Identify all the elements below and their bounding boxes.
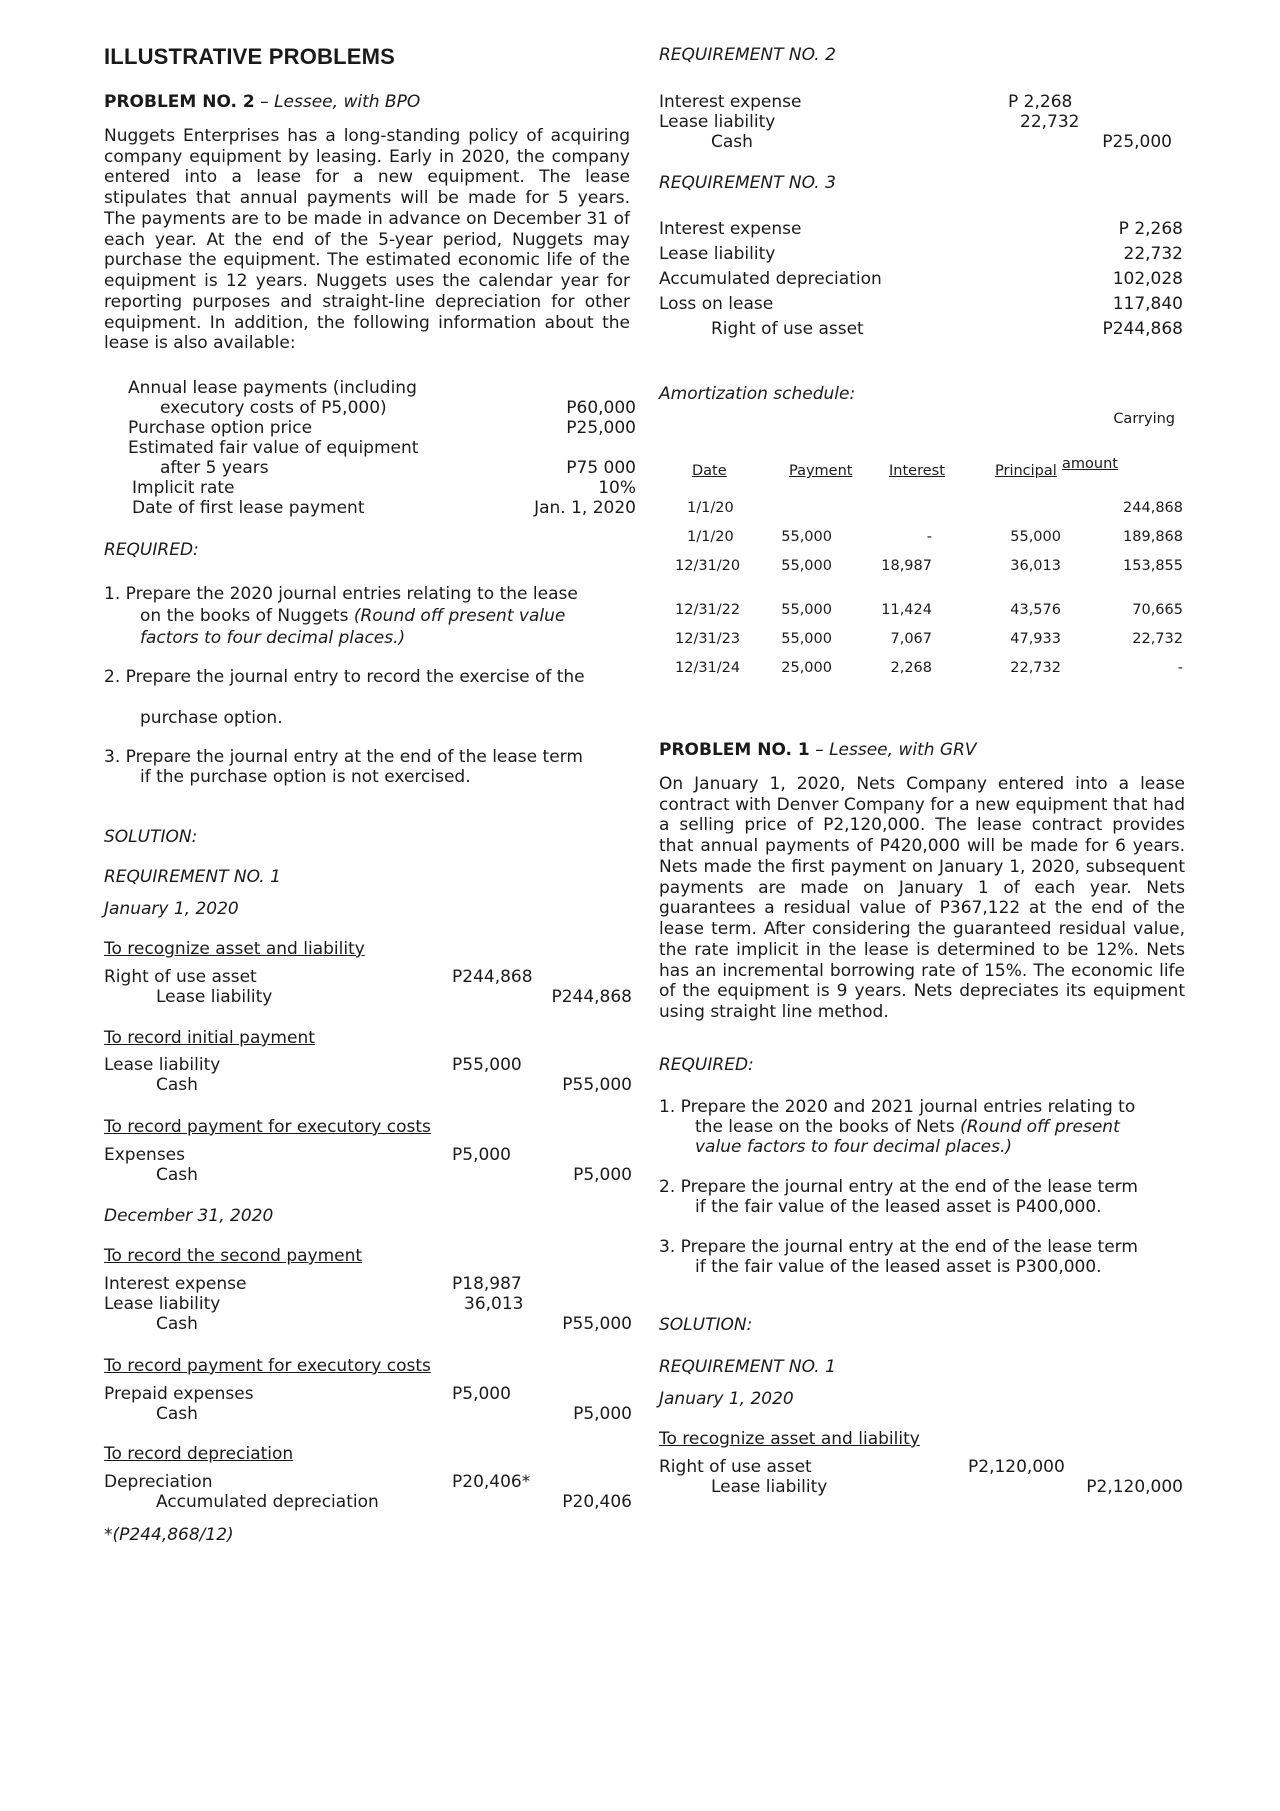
entry-debit-amount: P2,120,000: [968, 1457, 1065, 1477]
entry-credit-amount: P5,000: [573, 1165, 632, 1185]
entry-debit-amount: P244,868: [452, 967, 533, 987]
cell-interest: -: [926, 529, 932, 545]
cell-interest: 11,424: [881, 602, 932, 618]
header-interest: Interest: [889, 463, 945, 479]
header-principal: Principal: [995, 463, 1057, 479]
cell-interest: 2,268: [890, 660, 932, 676]
entry-title: To recognize asset and liability: [104, 939, 365, 959]
cell-date: 12/31/22: [675, 602, 741, 618]
entry-credit-account: Cash: [156, 1165, 198, 1185]
cell-date: 12/31/23: [675, 631, 741, 647]
requirement-no-3-label: REQUIREMENT NO. 3: [659, 173, 836, 193]
entry-date: January 1, 2020: [659, 1389, 794, 1409]
cell-date: 1/1/20: [687, 500, 734, 516]
requirement-1-line: the lease on the books of Nets (Round off present: [695, 1117, 1120, 1137]
entry-title: To record the second payment: [104, 1246, 363, 1266]
entry-account: Lease liability: [659, 244, 776, 264]
requirement-no-1-label: REQUIREMENT NO. 1: [104, 867, 281, 887]
cell-interest: 7,067: [890, 631, 932, 647]
cell-payment: 55,000: [781, 631, 832, 647]
amortization-title: Amortization schedule:: [659, 384, 856, 404]
info-value: P25,000: [566, 418, 636, 438]
info-value: P75 000: [566, 458, 636, 478]
cell-interest: 18,987: [881, 558, 932, 574]
solution-label: SOLUTION:: [659, 1315, 753, 1335]
cell-principal: 43,576: [1010, 602, 1061, 618]
entry-debit-account: Prepaid expenses: [104, 1384, 254, 1404]
cell-payment: 55,000: [781, 558, 832, 574]
entry-credit-account: Cash: [711, 132, 753, 152]
entry-credit-amount: P20,406: [562, 1492, 632, 1512]
requirement-3-line: if the purchase option is not exercised.: [140, 767, 471, 787]
entry-debit-account: Right of use asset: [659, 1457, 812, 1477]
cell-principal: 55,000: [1010, 529, 1061, 545]
header-date: Date: [692, 463, 727, 479]
header-carrying: Carrying: [1113, 411, 1175, 427]
entry-debit-account: Lease liability: [104, 1294, 221, 1314]
info-label: after 5 years: [160, 458, 269, 478]
entry-amount: 102,028: [1112, 269, 1183, 289]
entry-credit-account: Lease liability: [156, 987, 273, 1007]
info-label: Implicit rate: [132, 478, 235, 498]
problem-1-number: PROBLEM NO. 1: [659, 740, 810, 760]
info-label: Purchase option price: [128, 418, 313, 438]
cell-carrying: 189,868: [1123, 529, 1183, 545]
entry-amount: P 2,268: [1118, 219, 1183, 239]
requirement-1-line: 1. Prepare the 2020 journal entries relating to the lease: [104, 584, 578, 604]
cell-carrying: -: [1177, 660, 1183, 676]
problem-1-subtitle: – Lessee, with GRV: [809, 740, 977, 760]
requirement-2-line: 2. Prepare the journal entry at the end of the lease term: [659, 1177, 1138, 1197]
entry-debit-account: Expenses: [104, 1145, 185, 1165]
entry-date: December 31, 2020: [104, 1206, 274, 1226]
cell-payment: 25,000: [781, 660, 832, 676]
entry-debit-account: Interest expense: [659, 92, 802, 112]
cell-payment: 55,000: [781, 529, 832, 545]
entry-amount: P244,868: [1102, 319, 1183, 339]
info-label: executory costs of P5,000): [160, 398, 387, 418]
header-carrying-amount: amount: [1062, 456, 1118, 472]
info-value: P60,000: [566, 398, 636, 418]
problem-2-heading: [104, 92, 420, 113]
entry-title: To record depreciation: [104, 1444, 294, 1464]
problem-1-heading: [659, 740, 977, 761]
entry-debit-account: Interest expense: [104, 1274, 247, 1294]
requirement-no-2-label: REQUIREMENT NO. 2: [659, 45, 836, 65]
cell-principal: 36,013: [1010, 558, 1061, 574]
entry-debit-account: Lease liability: [659, 112, 776, 132]
requirement-2-line: purchase option.: [140, 708, 283, 728]
entry-debit-amount: P18,987: [452, 1274, 522, 1294]
info-value: 10%: [598, 478, 636, 498]
entry-debit-account: Lease liability: [104, 1055, 221, 1075]
requirement-2-line: 2. Prepare the journal entry to record the exercise of the: [104, 667, 585, 687]
requirement-3-line: 3. Prepare the journal entry at the end of the lease term: [659, 1237, 1138, 1257]
info-value: Jan. 1, 2020: [534, 498, 636, 518]
info-label: Annual lease payments (including: [128, 378, 417, 398]
entry-debit-amount: P5,000: [452, 1384, 511, 1404]
entry-credit-amount: P5,000: [573, 1404, 632, 1424]
entry-debit-amount: 36,013: [464, 1294, 524, 1314]
entry-credit-amount: P55,000: [562, 1075, 632, 1095]
entry-credit-account: Accumulated depreciation: [156, 1492, 379, 1512]
entry-title: To record initial payment: [104, 1028, 315, 1048]
entry-debit-amount: P5,000: [452, 1145, 511, 1165]
entry-debit-account: Depreciation: [104, 1472, 213, 1492]
cell-carrying: 153,855: [1123, 558, 1183, 574]
entry-title: To recognize asset and liability: [659, 1429, 920, 1449]
entry-amount: 117,840: [1112, 294, 1183, 314]
cell-carrying: 22,732: [1132, 631, 1183, 647]
cell-payment: 55,000: [781, 602, 832, 618]
cell-principal: 22,732: [1010, 660, 1061, 676]
entry-title: To record payment for executory costs: [104, 1356, 431, 1376]
problem-2-number: PROBLEM NO. 2: [104, 92, 255, 112]
entry-credit-amount: P25,000: [1102, 132, 1172, 152]
entry-credit-account: Cash: [156, 1314, 198, 1334]
cell-date: 12/31/24: [675, 660, 741, 676]
solution-label: SOLUTION:: [104, 827, 198, 847]
problem-2-body: Nuggets Enterprises has a long-standing policy of acquiring company equipment by leasing. Early in 2020, the company entered into a lease for a new equipment. The lease stipulates that annual payments will be made for 5 years. The payments are to be made in advance on December 31 of each year. At the end of the 5-year period, Nuggets may purchase the equipment. The estimated economic life of the equipment is 12 years. Nuggets uses the calendar year for reporting purposes and straight-line depreciation for other equipment. In addition, the following information about the lease is also available:: [104, 126, 630, 354]
requirement-no-1-label: REQUIREMENT NO. 1: [659, 1357, 836, 1377]
page-title: ILLUSTRATIVE PROBLEMS: [104, 44, 396, 69]
entry-account: Right of use asset: [711, 319, 864, 339]
cell-date: 12/31/20: [675, 558, 741, 574]
requirement-1-line: 1. Prepare the 2020 and 2021 journal entries relating to: [659, 1097, 1136, 1117]
requirement-1-line: factors to four decimal places.): [140, 628, 406, 648]
entry-title: To record payment for executory costs: [104, 1117, 431, 1137]
required-label: REQUIRED:: [104, 540, 199, 560]
entry-date: January 1, 2020: [104, 899, 239, 919]
problem-1-body: On January 1, 2020, Nets Company entered into a lease contract with Denver Company for a new equipment that had a selling price of P2,120,000. The lease contract provides that annual payments of P420,000 will be made for 6 years. Nets made the first payment on January 1, 2020, subsequent payments are made on January 1 of each year. Nets guarantees a residual value of P367,122 at the end of the lease term. After considering the guaranteed residual value, the rate implicit in the lease is determined to be 12%. Nets has an incremental borrowing rate of 15%. The economic life of the equipment is 9 years. Nets depreciates its equipment using straight line method.: [659, 774, 1185, 1023]
entry-debit-amount: P 2,268: [1008, 92, 1073, 112]
info-label: Estimated fair value of equipment: [128, 438, 419, 458]
cell-carrying: 244,868: [1123, 500, 1183, 516]
info-label: Date of first lease payment: [132, 498, 365, 518]
entry-credit-amount: P55,000: [562, 1314, 632, 1334]
entry-credit-amount: P244,868: [551, 987, 632, 1007]
entry-credit-amount: P2,120,000: [1086, 1477, 1183, 1497]
entry-credit-account: Cash: [156, 1075, 198, 1095]
entry-amount: 22,732: [1123, 244, 1183, 264]
requirement-2-line: if the fair value of the leased asset is P400,000.: [695, 1197, 1102, 1217]
entry-account: Accumulated depreciation: [659, 269, 882, 289]
entry-debit-amount: P55,000: [452, 1055, 522, 1075]
header-payment: Payment: [789, 463, 853, 479]
depreciation-footnote: *(P244,868/12): [104, 1525, 234, 1545]
problem-2-subtitle: – Lessee, with BPO: [254, 92, 421, 112]
entry-account: Interest expense: [659, 219, 802, 239]
required-label: REQUIRED:: [659, 1055, 754, 1075]
entry-debit-amount: 22,732: [1020, 112, 1080, 132]
entry-credit-account: Cash: [156, 1404, 198, 1424]
entry-account: Loss on lease: [659, 294, 774, 314]
cell-principal: 47,933: [1010, 631, 1061, 647]
requirement-1-line: on the books of Nuggets (Round off present value: [140, 606, 566, 626]
requirement-3-line: 3. Prepare the journal entry at the end of the lease term: [104, 747, 583, 767]
cell-carrying: 70,665: [1132, 602, 1183, 618]
cell-date: 1/1/20: [687, 529, 734, 545]
requirement-1-line: value factors to four decimal places.): [695, 1137, 1012, 1157]
entry-credit-account: Lease liability: [711, 1477, 828, 1497]
requirement-3-line: if the fair value of the leased asset is P300,000.: [695, 1257, 1102, 1277]
entry-debit-account: Right of use asset: [104, 967, 257, 987]
entry-debit-amount: P20,406*: [452, 1472, 531, 1492]
